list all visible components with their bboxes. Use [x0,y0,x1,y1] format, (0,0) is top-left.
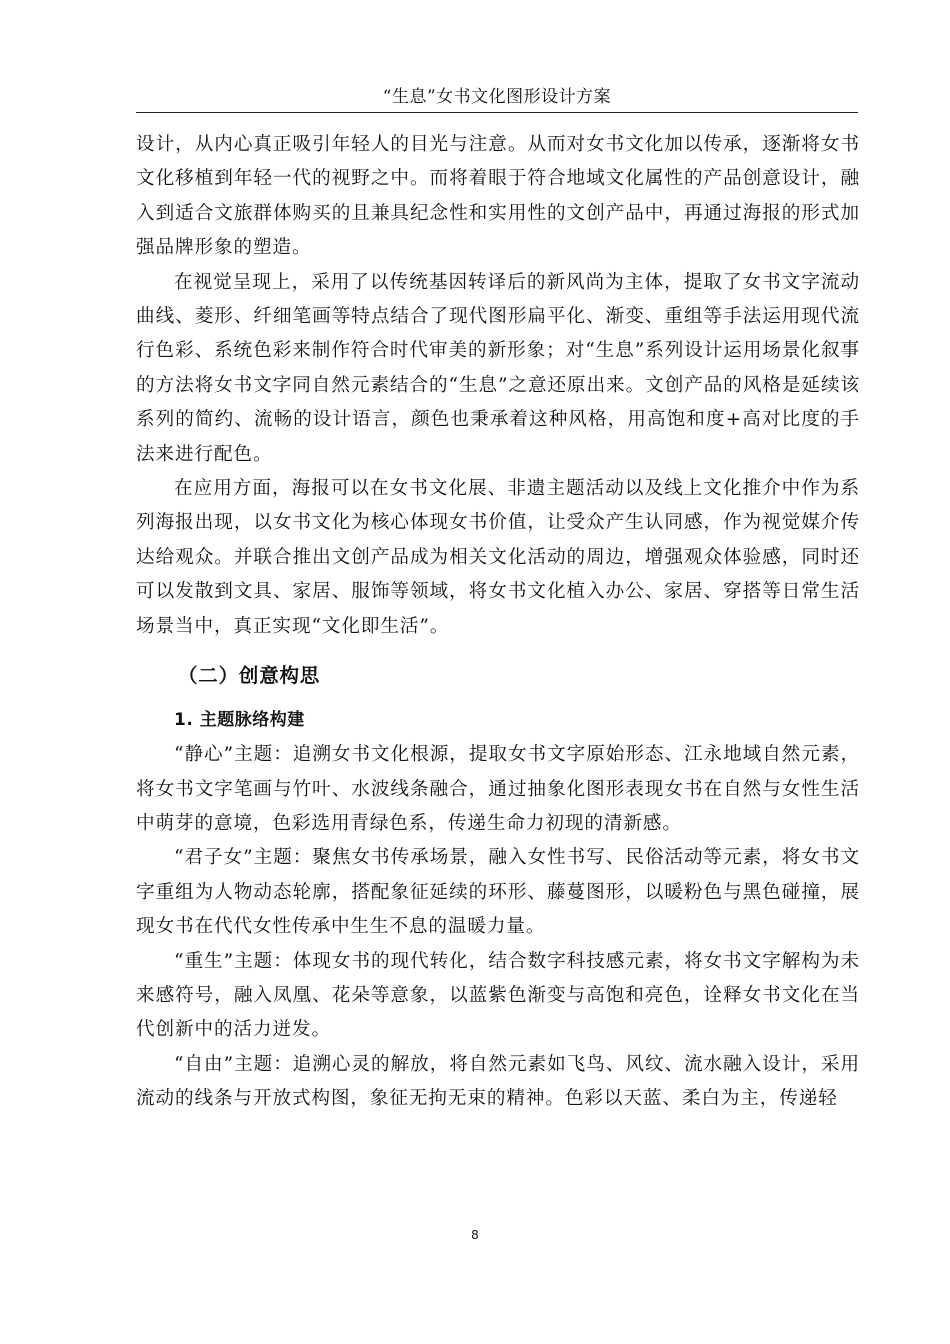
paragraph-visual-presentation: 在视觉呈现上，采用了以传统基因转译后的新风尚为主体，提取了女书文字流动曲线、菱形、纤细笔画等特点结合了现代图形扁平化、渐变、重组等手法运用现代流行色彩、系统色彩来制作符合时代审美的新形象；对“生息”系列设计运用场景化叙事的方法将女书文字同自然元素结合的“生息”之意还原出来。文创产品的风格是延续该系列的简约、流畅的设计语言，颜色也秉承着这种风格，用高饱和度+高对比度的手法来进行配色。 [136,271,860,465]
paragraph-theme-junzinv: “君子女”主题：聚焦女书传承场景，融入女性书写、民俗活动等元素，将女书文字重组为人物动态轮廓，搭配象征延续的环形、藤蔓图形，以暖粉色与黑色碰撞，展现女书在代代女性传承中生生不息的温暖力量。 [136,847,860,938]
header-title: “生息”女书文化图形设计方案 [382,87,612,107]
paragraph-theme-ziyou: “自由”主题：追溯心灵的解放，将自然元素如飞鸟、风纹、流水融入设计，采用流动的线条与开放式构图，象征无拘无束的精神。色彩以天蓝、柔白为主，传递轻 [136,1053,860,1110]
paragraph-theme-jingxin: “静心”主题：追溯女书文化根源，提取女书文字原始形态、江永地域自然元素，将女书文字笔画与竹叶、水波线条融合，通过抽象化图形表现女书在自然与女性生活中萌芽的意境，色彩选用青绿色系，传递生命力初现的清新感。 [136,744,860,834]
sub-heading: 1. 主题脉络构建 [174,710,305,731]
paragraph-continuation: 设计，从内心真正吸引年轻人的目光与注意。从而对女书文化加以传承，逐渐将女书文化移植到年轻一代的视野之中。而将着眼于符合地域文化属性的产品创意设计，融入到适合文旅群体购买的且兼具纪念性和实用性的文创产品中，再通过海报的形式加强品牌形象的塑造。 [136,134,860,259]
page-header [136,84,858,113]
section-heading: （二）创意构思 [178,664,321,688]
page-number: 8 [471,1228,479,1242]
document-body [136,128,860,1117]
paragraph-theme-chongsheng: “重生”主题：体现女书的现代转化，结合数字科技感元素，将女书文字解构为未来感符号，融入凤凰、花朵等意象，以蓝紫色渐变与高饱和亮色，诠释女书文化在当代创新中的活力迸发。 [136,950,860,1041]
paragraph-application: 在应用方面，海报可以在女书文化展、非遗主题活动以及线上文化推介中作为系列海报出现，以女书文化为核心体现女书价值，让受众产生认同感，作为视觉媒介传达给观众。并联合推出文创产品成为相关文化活动的周边，增强观众体验感，同时还可以发散到文具、家居、服饰等领域，将女书文化植入办公、家居、穿搭等日常生活场景当中，真正实现“文化即生活”。 [136,478,860,637]
